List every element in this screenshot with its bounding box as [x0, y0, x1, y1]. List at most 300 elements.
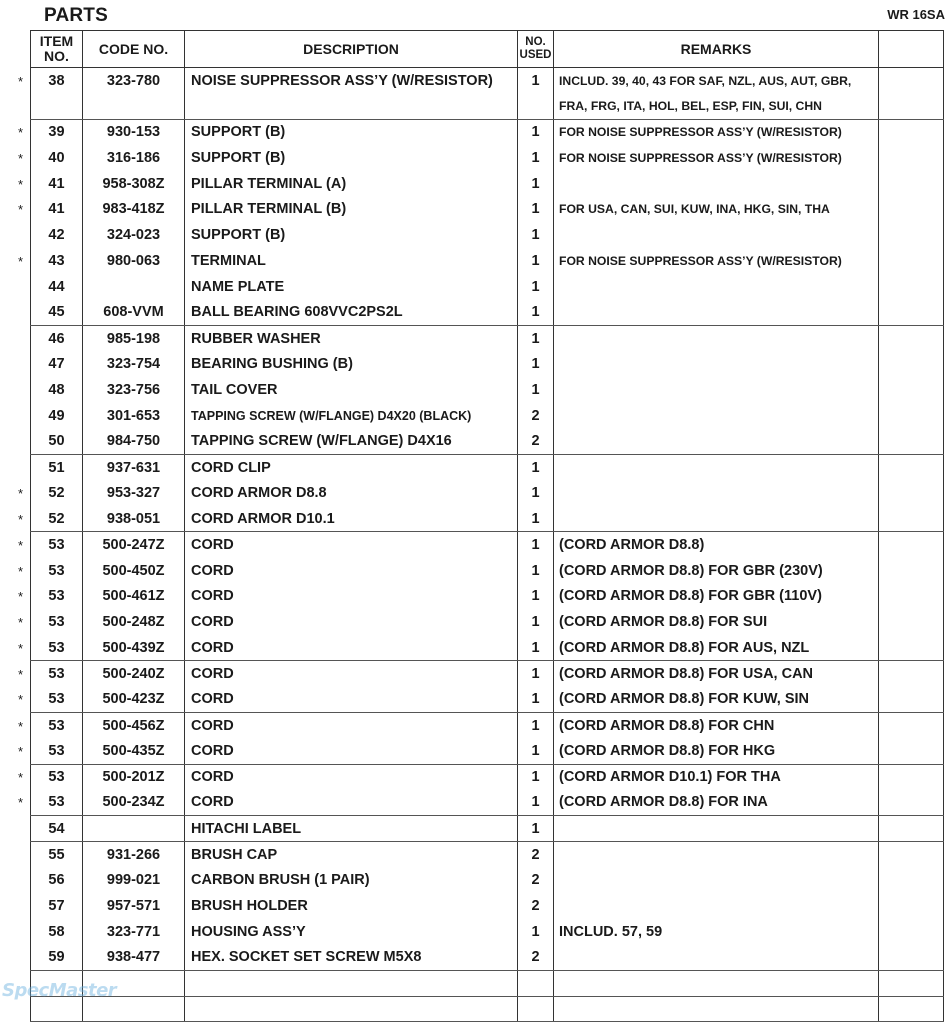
item-no-cell: [18, 790, 83, 816]
star-marker: *: [18, 692, 24, 708]
star-marker: *: [18, 125, 24, 141]
extra-cell: [879, 532, 944, 558]
description: BRUSH HOLDER: [185, 893, 518, 919]
item-no: 53: [48, 769, 65, 786]
item-no-cell: [31, 222, 83, 248]
code-no: 323-771: [83, 919, 185, 945]
code-no: 301-653: [83, 403, 185, 429]
extra-cell: [879, 68, 944, 94]
remarks: [554, 996, 879, 1022]
star-marker: *: [18, 743, 24, 759]
extra-cell: [879, 738, 944, 764]
extra-cell: [879, 274, 944, 300]
item-no: 56: [48, 872, 65, 889]
description: HEX. SOCKET SET SCREW M5X8: [185, 945, 518, 971]
code-no: 323-756: [83, 377, 185, 403]
description: SUPPORT (B): [185, 145, 518, 171]
item-no-cell: [18, 764, 83, 790]
star-marker: *: [18, 202, 24, 218]
no-used: 2: [518, 893, 554, 919]
description: CORD ARMOR D10.1: [185, 506, 518, 532]
description: CORD: [185, 712, 518, 738]
remarks: (CORD ARMOR D8.8) FOR GBR (110V): [554, 583, 879, 609]
description: CORD: [185, 583, 518, 609]
description: HITACHI LABEL: [185, 816, 518, 842]
item-no-cell: [31, 893, 83, 919]
no-used: 1: [518, 351, 554, 377]
code-no: 608-VVM: [83, 300, 185, 326]
header-extra: [879, 31, 944, 68]
no-used: 1: [518, 248, 554, 274]
no-used: 2: [518, 403, 554, 429]
item-no-cell: [31, 351, 83, 377]
item-no: 53: [48, 665, 65, 682]
item-no-cell: [31, 841, 83, 867]
item-no: 45: [48, 304, 65, 321]
no-used: 1: [518, 377, 554, 403]
item-no: 47: [48, 356, 65, 373]
header-item-no: ITEM NO.: [31, 31, 83, 68]
no-used: 1: [518, 480, 554, 506]
item-no-cell: [18, 248, 83, 274]
table-row: [31, 867, 944, 893]
parts-table: [18, 30, 944, 1022]
extra-cell: [879, 351, 944, 377]
remarks: [554, 454, 879, 480]
extra-cell: [879, 196, 944, 222]
no-used: [518, 996, 554, 1022]
item-no: 38: [48, 72, 65, 89]
item-no-cell: [18, 532, 83, 558]
star-marker: *: [18, 666, 24, 682]
table-row: [31, 171, 944, 197]
description: BRUSH CAP: [185, 841, 518, 867]
code-no: 500-450Z: [83, 558, 185, 584]
table-row: [31, 145, 944, 171]
item-no: 53: [48, 717, 65, 734]
star-marker: *: [18, 640, 24, 656]
remarks: FOR NOISE SUPPRESSOR ASS’Y (W/RESISTOR): [554, 145, 879, 171]
item-no: 42: [48, 227, 65, 244]
extra-cell: [879, 377, 944, 403]
remarks: FOR NOISE SUPPRESSOR ASS’Y (W/RESISTOR): [554, 248, 879, 274]
table-row: [31, 480, 944, 506]
extra-cell: [879, 661, 944, 687]
code-no: 323-754: [83, 351, 185, 377]
extra-cell: [879, 996, 944, 1022]
no-used: 1: [518, 764, 554, 790]
item-no-cell: [18, 480, 83, 506]
extra-cell: [879, 841, 944, 867]
no-used: 1: [518, 196, 554, 222]
description: TAIL COVER: [185, 377, 518, 403]
item-no: 53: [48, 614, 65, 631]
code-no: 324-023: [83, 222, 185, 248]
item-no: 53: [48, 588, 65, 605]
extra-cell: [879, 454, 944, 480]
remarks: INCLUD. 57, 59: [554, 919, 879, 945]
code-no: 323-780: [83, 68, 185, 94]
table-row: [31, 222, 944, 248]
code-no: 500-439Z: [83, 635, 185, 661]
no-used: 1: [518, 454, 554, 480]
code-no: 500-248Z: [83, 609, 185, 635]
table-row: [31, 945, 944, 971]
code-no: 980-063: [83, 248, 185, 274]
extra-cell: [879, 687, 944, 713]
extra-cell: [879, 506, 944, 532]
remarks: (CORD ARMOR D8.8) FOR CHN: [554, 712, 879, 738]
item-no: 51: [48, 459, 65, 476]
table-row: [31, 454, 944, 480]
remarks: [554, 222, 879, 248]
description: SUPPORT (B): [185, 222, 518, 248]
item-no-cell: [18, 609, 83, 635]
item-no: 53: [48, 639, 65, 656]
extra-cell: [879, 635, 944, 661]
table-row: [31, 970, 944, 996]
description: HOUSING ASS’Y: [185, 919, 518, 945]
item-no: 46: [48, 330, 65, 347]
table-row: [31, 274, 944, 300]
description: CORD: [185, 790, 518, 816]
table-row: [31, 532, 944, 558]
no-used: 1: [518, 919, 554, 945]
item-no: 48: [48, 381, 65, 398]
extra-cell: [879, 816, 944, 842]
table-row: [31, 248, 944, 274]
code-no: 500-240Z: [83, 661, 185, 687]
remarks: [554, 893, 879, 919]
description: CARBON BRUSH (1 PAIR): [185, 867, 518, 893]
header-description: DESCRIPTION: [185, 31, 518, 68]
star-marker: *: [18, 511, 24, 527]
remarks: (CORD ARMOR D8.8) FOR AUS, NZL: [554, 635, 879, 661]
extra-cell: [879, 403, 944, 429]
no-used: 1: [518, 661, 554, 687]
remarks: [554, 171, 879, 197]
no-used: 2: [518, 429, 554, 455]
item-no-cell: [18, 687, 83, 713]
no-used: [518, 93, 554, 119]
remarks: (CORD ARMOR D8.8) FOR HKG: [554, 738, 879, 764]
remarks: [554, 300, 879, 326]
star-marker: *: [18, 485, 24, 501]
extra-cell: [879, 583, 944, 609]
page-title: PARTS: [44, 5, 108, 26]
code-no: 316-186: [83, 145, 185, 171]
model-code: WR 16SA: [887, 7, 945, 22]
extra-cell: [879, 919, 944, 945]
extra-cell: [879, 790, 944, 816]
header-no-used: NO. USED: [518, 31, 554, 68]
no-used: 1: [518, 609, 554, 635]
item-no-cell: [18, 738, 83, 764]
item-no-cell: [18, 661, 83, 687]
code-no: 958-308Z: [83, 171, 185, 197]
star-marker: *: [18, 73, 24, 89]
item-no-cell: [31, 867, 83, 893]
no-used: 1: [518, 583, 554, 609]
item-no: 52: [48, 485, 65, 502]
description: PILLAR TERMINAL (A): [185, 171, 518, 197]
item-no-cell: [31, 93, 83, 119]
code-no: [83, 93, 185, 119]
star-marker: *: [18, 150, 24, 166]
no-used: 1: [518, 506, 554, 532]
description: CORD: [185, 764, 518, 790]
item-no: 53: [48, 691, 65, 708]
code-no: 500-461Z: [83, 583, 185, 609]
table-row: [31, 738, 944, 764]
no-used: 1: [518, 738, 554, 764]
remarks: (CORD ARMOR D8.8) FOR KUW, SIN: [554, 687, 879, 713]
item-no: 43: [48, 252, 65, 269]
no-used: 1: [518, 635, 554, 661]
table-row: [31, 377, 944, 403]
code-no: 500-456Z: [83, 712, 185, 738]
no-used: 1: [518, 145, 554, 171]
description: CORD: [185, 738, 518, 764]
code-no: [83, 816, 185, 842]
description: TAPPING SCREW (W/FLANGE) D4X20 (BLACK): [185, 403, 518, 429]
remarks: [554, 429, 879, 455]
description: CORD ARMOR D8.8: [185, 480, 518, 506]
item-no-cell: [18, 558, 83, 584]
item-no-cell: [18, 171, 83, 197]
item-no-cell: [18, 506, 83, 532]
table-row: [31, 712, 944, 738]
item-no: 59: [48, 949, 65, 966]
remarks: (CORD ARMOR D8.8): [554, 532, 879, 558]
item-no-cell: [31, 377, 83, 403]
table-row: [31, 919, 944, 945]
description: [185, 93, 518, 119]
code-no: [83, 274, 185, 300]
code-no: 999-021: [83, 867, 185, 893]
table-row: [31, 841, 944, 867]
extra-cell: [879, 145, 944, 171]
table-row: [31, 893, 944, 919]
no-used: 1: [518, 300, 554, 326]
description: NOISE SUPPRESSOR ASS’Y (W/RESISTOR): [185, 68, 518, 94]
item-no: 41: [48, 201, 65, 218]
remarks: (CORD ARMOR D8.8) FOR GBR (230V): [554, 558, 879, 584]
remarks: [554, 841, 879, 867]
extra-cell: [879, 325, 944, 351]
table-row: [31, 429, 944, 455]
description: TERMINAL: [185, 248, 518, 274]
item-no-cell: [31, 274, 83, 300]
code-no: 931-266: [83, 841, 185, 867]
remarks: [554, 274, 879, 300]
description: CORD: [185, 609, 518, 635]
item-no: 52: [48, 510, 65, 527]
item-no-cell: [18, 635, 83, 661]
table-row: [31, 68, 944, 94]
item-no-cell: [31, 325, 83, 351]
extra-cell: [879, 712, 944, 738]
table-row: [31, 790, 944, 816]
star-marker: *: [18, 718, 24, 734]
table-row: [31, 403, 944, 429]
code-no: 984-750: [83, 429, 185, 455]
description: RUBBER WASHER: [185, 325, 518, 351]
no-used: 1: [518, 171, 554, 197]
table-row: [31, 996, 944, 1022]
table-header: [31, 31, 944, 68]
extra-cell: [879, 119, 944, 145]
watermark-logo: SpecMaster: [2, 980, 117, 1001]
item-no: 49: [48, 407, 65, 424]
no-used: 1: [518, 274, 554, 300]
code-no: 938-051: [83, 506, 185, 532]
extra-cell: [879, 945, 944, 971]
no-used: 2: [518, 867, 554, 893]
item-no-cell: [31, 403, 83, 429]
item-no-cell: [18, 712, 83, 738]
remarks: [554, 816, 879, 842]
item-no: 53: [48, 562, 65, 579]
star-marker: *: [18, 563, 24, 579]
extra-cell: [879, 171, 944, 197]
description: NAME PLATE: [185, 274, 518, 300]
description: PILLAR TERMINAL (B): [185, 196, 518, 222]
item-no-cell: [18, 583, 83, 609]
code-no: 953-327: [83, 480, 185, 506]
no-used: 1: [518, 712, 554, 738]
item-no-cell: [18, 196, 83, 222]
code-no: 500-423Z: [83, 687, 185, 713]
remarks: [554, 480, 879, 506]
description: CORD: [185, 687, 518, 713]
code-no: 983-418Z: [83, 196, 185, 222]
no-used: 1: [518, 532, 554, 558]
item-no-cell: [31, 429, 83, 455]
remarks: (CORD ARMOR D10.1) FOR THA: [554, 764, 879, 790]
remarks: INCLUD. 39, 40, 43 FOR SAF, NZL, AUS, AUT, GBR,: [554, 68, 879, 94]
extra-cell: [879, 300, 944, 326]
remarks: [554, 403, 879, 429]
item-no-cell: [31, 919, 83, 945]
description: BEARING BUSHING (B): [185, 351, 518, 377]
header-remarks: REMARKS: [554, 31, 879, 68]
description: CORD: [185, 635, 518, 661]
item-no-cell: [31, 454, 83, 480]
item-no-cell: [18, 119, 83, 145]
item-no: 55: [48, 846, 65, 863]
item-no-cell: [18, 68, 83, 94]
extra-cell: [879, 970, 944, 996]
no-used: [518, 970, 554, 996]
code-no: 937-631: [83, 454, 185, 480]
table-row: [31, 609, 944, 635]
remarks: [554, 377, 879, 403]
table-row: [31, 583, 944, 609]
table-row: [31, 119, 944, 145]
item-no: 53: [48, 742, 65, 759]
description: [185, 996, 518, 1022]
remarks: FOR NOISE SUPPRESSOR ASS’Y (W/RESISTOR): [554, 119, 879, 145]
star-marker: *: [18, 589, 24, 605]
item-no: 53: [48, 794, 65, 811]
parts-body: [18, 68, 944, 1022]
description: TAPPING SCREW (W/FLANGE) D4X16: [185, 429, 518, 455]
star-marker: *: [18, 769, 24, 785]
no-used: 1: [518, 222, 554, 248]
extra-cell: [879, 93, 944, 119]
item-no: 44: [48, 278, 65, 295]
description: CORD CLIP: [185, 454, 518, 480]
table-row: [31, 93, 944, 119]
table-row: [31, 558, 944, 584]
code-no: 500-247Z: [83, 532, 185, 558]
item-no: 57: [48, 897, 65, 914]
table-row: [31, 661, 944, 687]
item-no: 39: [48, 124, 65, 141]
item-no-cell: [31, 945, 83, 971]
item-no-cell: [18, 145, 83, 171]
extra-cell: [879, 480, 944, 506]
code-no: 500-435Z: [83, 738, 185, 764]
description: CORD: [185, 558, 518, 584]
star-marker: *: [18, 795, 24, 811]
item-no-cell: [31, 300, 83, 326]
table-row: [31, 325, 944, 351]
no-used: 1: [518, 119, 554, 145]
extra-cell: [879, 764, 944, 790]
extra-cell: [879, 867, 944, 893]
extra-cell: [879, 558, 944, 584]
remarks: FRA, FRG, ITA, HOL, BEL, ESP, FIN, SUI, CHN: [554, 93, 879, 119]
remarks: [554, 506, 879, 532]
extra-cell: [879, 248, 944, 274]
description: BALL BEARING 608VVC2PS2L: [185, 300, 518, 326]
table-row: [31, 816, 944, 842]
description: CORD: [185, 661, 518, 687]
remarks: [554, 970, 879, 996]
no-used: 1: [518, 790, 554, 816]
code-no: 938-477: [83, 945, 185, 971]
remarks: [554, 325, 879, 351]
remarks: [554, 945, 879, 971]
table-row: [31, 351, 944, 377]
item-no: 54: [48, 820, 65, 837]
item-no: 58: [48, 923, 65, 940]
remarks: [554, 867, 879, 893]
item-no: 41: [48, 175, 65, 192]
description: [185, 970, 518, 996]
code-no: 500-234Z: [83, 790, 185, 816]
remarks: (CORD ARMOR D8.8) FOR INA: [554, 790, 879, 816]
remarks: (CORD ARMOR D8.8) FOR SUI: [554, 609, 879, 635]
code-no: 500-201Z: [83, 764, 185, 790]
extra-cell: [879, 893, 944, 919]
no-used: 1: [518, 687, 554, 713]
star-marker: *: [18, 614, 24, 630]
star-marker: *: [18, 253, 24, 269]
table-row: [31, 635, 944, 661]
table-row: [31, 764, 944, 790]
item-no: 40: [48, 149, 65, 166]
description: SUPPORT (B): [185, 119, 518, 145]
star-marker: *: [18, 537, 24, 553]
remarks: [554, 351, 879, 377]
remarks: FOR USA, CAN, SUI, KUW, INA, HKG, SIN, THA: [554, 196, 879, 222]
table-row: [31, 506, 944, 532]
table-row: [31, 196, 944, 222]
extra-cell: [879, 609, 944, 635]
